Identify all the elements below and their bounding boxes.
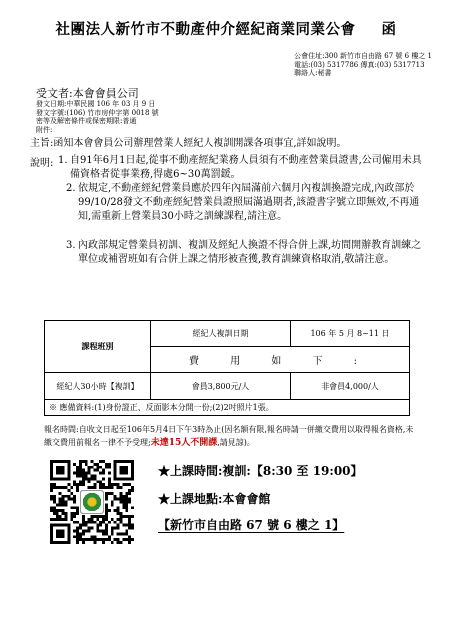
attachment: 附件:: [36, 125, 53, 134]
contact-address: 公會住址:300 新竹市自由路 67 號 6 樓之 1: [294, 52, 432, 60]
letter-title: [0, 18, 452, 39]
explanation-item: [66, 239, 430, 267]
contact-block: [294, 52, 432, 78]
explanation-item: [58, 154, 428, 182]
class-location: ★上課地點:本會會館: [158, 492, 271, 506]
registration-text: 報名時間:自收文日起至106年5月4日下午3時為止(因名額有限,報名時請一併繳交費用以取得報名資格,未繳交費用前報名一律不予受理;: [44, 425, 414, 447]
association-name: 社團法人新竹市不動產仲介經紀商業同業公會: [55, 21, 356, 38]
course-table: [44, 320, 410, 416]
confidentiality: 密等及解密條件或保密期限:普通: [36, 117, 137, 126]
member-fee: 會員3,800元/人: [151, 373, 291, 400]
class-address: 【新竹市自由路 67 號 6 樓之 1】: [158, 518, 345, 532]
class-time: ★上課時間:複訓:【8:30 至 19:00】: [158, 464, 363, 478]
registration-note: [44, 423, 414, 450]
non-member-fee: 非會員4,000/人: [291, 373, 410, 400]
minimum-enrollment-warning: 未達15人不開課: [150, 438, 218, 448]
item-number: 1.: [58, 155, 68, 166]
date-value: 106 年 5 月 8~11 日: [291, 321, 410, 347]
association-logo-icon: [83, 493, 102, 512]
item-number: 2.: [66, 183, 76, 194]
recipient: 受文者:本會會員公司: [36, 87, 139, 100]
date-label: 經紀人複訓日期: [151, 321, 291, 347]
letter-type: 函: [381, 21, 397, 38]
registration-end: ,請見諒)。: [217, 438, 255, 447]
contact-phone: 電話:(03) 5317786 傳真:(03) 5317713: [294, 60, 425, 69]
item-text: 自91年6月1日起,從事不動產經紀業務人員須有不動產營業員證書,公司僱用未具備資格者從事業務,得處6~30萬罰鍰。: [70, 155, 422, 180]
contact-person: 聯絡人:秘書: [294, 69, 332, 77]
explanation-item: [66, 182, 430, 224]
documents-note: ※ 應備資料:(1)身份證正、反面影本分開一份;(2)2吋照片1張。: [45, 400, 410, 416]
item-text: 依規定,不動產經紀營業員應於四年內屆滿前六個月內複訓換證完成,內政部於99/10/28發文不動產經紀營業員證照屆滿過期者,該證書字號立即無效,不再通知,需重新上營業員30小時之訓練課程,請注意。: [78, 183, 420, 222]
fee-header: 費 用 如 下 :: [151, 347, 410, 373]
course-name: 經紀人30小時【複訓】: [45, 373, 151, 400]
document-meta: [36, 100, 159, 134]
class-label: 課程班別: [45, 321, 151, 373]
item-text: 內政部規定營業員初訓、複訓及經紀人換證不得合併上課,坊間開辦教育訓練之單位或補習班如有合併上課之情形被查獲,教育訓練資格取消,敬請注意。: [78, 240, 422, 265]
document-number: 發文字號:(106) 竹市房仲字第 0018 號: [36, 108, 159, 117]
explanation-label: 說明:: [30, 158, 54, 169]
qr-code[interactable]: [50, 460, 134, 544]
subject-line: 主旨:函知本會會員公司辦理營業人經紀人複訓開課各項事宜,詳如說明。: [30, 138, 347, 149]
item-number: 3.: [66, 240, 76, 251]
issue-date: 發文日期:中華民國 106 年 03 月 9 日: [36, 100, 156, 108]
